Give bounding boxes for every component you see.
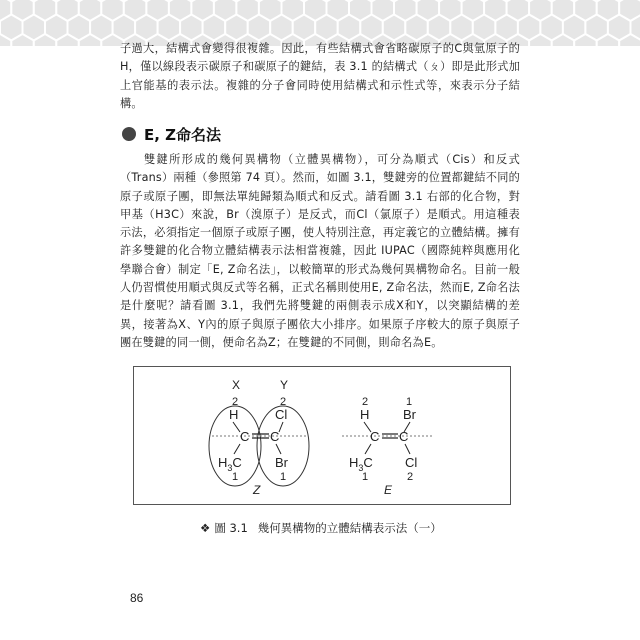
section-heading xyxy=(122,124,221,144)
figure-caption xyxy=(200,520,442,536)
atom-c-right: C xyxy=(270,429,280,444)
z-label: Z xyxy=(253,483,261,497)
group-x-label: X xyxy=(232,378,241,392)
bond-line xyxy=(276,444,281,454)
bond-line xyxy=(234,444,240,454)
diamond-bullet-icon: ❖ xyxy=(200,521,211,535)
atom-cl-top-right: Cl xyxy=(275,407,288,422)
atom-cl-bottom-right: Cl xyxy=(405,455,418,470)
e-isomer-structure xyxy=(342,396,434,497)
rank-top-left: 2 xyxy=(232,396,239,408)
paragraph-ez-naming: 雙鍵所形成的幾何異構物（立體異構物），可分為順式（Cis）和反式（Trans）兩種（參照第 74 頁）。然而，如圖 3.1，雙鍵旁的位置都鍵結不同的原子或原子團，即無法單純歸類為順式和反式。請看圖 3.1 右部的化合物，對甲基（H3C）來說，Br（溴原子）是反式，而Cl（氯原子）是順式。用這種表示法，必須指定一個原子或原子團，使人特別注意，再定義它的立體結構。擁有許多雙鍵的化合物立體結構表示法相當複雜，因此 IUPAC（國際純粹與應用化學聯合會）制定「E, Z命名法」，以較簡單的形式為幾何異構物命名。目前一般人仍習慣使用順式與反式等名稱，正式名稱則使用E, Z命名法，然而E, Z命名法是什麼呢？請看圖 3.1，我們先將雙鍵的兩側表示成X和Y，以突顯結構的差異，接著為X、Y內的原子與原子團依大小排序。如果原子序較大的原子與原子團在雙鍵的同一側，便命名為Z；在雙鍵的不同側，則命名為E。 xyxy=(120,153,520,349)
atom-br-bottom-right: Br xyxy=(275,455,288,470)
e-label: E xyxy=(384,483,393,497)
section-heading-text: E, Z命名法 xyxy=(144,125,222,144)
atom-c-left: C xyxy=(370,429,380,444)
rank-bottom-right: 1 xyxy=(280,471,287,483)
atom-h-top-left: H xyxy=(360,407,370,422)
figure-3-1 xyxy=(133,366,511,505)
figure-title: 幾何異構物的立體結構表示法（一） xyxy=(257,521,442,535)
page-number: 86 xyxy=(130,591,144,605)
atom-c-left: C xyxy=(240,429,250,444)
bond-line xyxy=(365,444,371,454)
rank-top-right: 1 xyxy=(406,396,413,408)
atom-methyl-bottom-left: $H_3C$ xyxy=(349,455,373,473)
atom-c-right: C xyxy=(399,429,409,444)
atom-methyl-bottom-left: $H_3C$ xyxy=(218,455,242,473)
bond-line xyxy=(233,422,240,432)
rank-bottom-left: 1 xyxy=(362,471,369,483)
group-y-label: Y xyxy=(280,378,289,392)
bond-line xyxy=(405,444,410,454)
figure-number: 圖 3.1 xyxy=(214,521,248,535)
rank-top-left: 2 xyxy=(362,396,369,408)
figure-structures xyxy=(134,367,510,504)
rank-bottom-left: 1 xyxy=(232,471,239,483)
paragraph-intro: 子過大，結構式會變得很複雜。因此，有些結構式會省略碳原子的C與氫原子的H，僅以線段表示碳原子和碳原子的鍵結，表 3.1 的結構式（ㄆ）即是此形式加上官能基的表示法。複雜的分子會同時使用結構式和示性式等，來表示分子結構。 xyxy=(120,42,520,110)
atom-h-top-left: H xyxy=(229,407,239,422)
rank-top-right: 2 xyxy=(280,396,287,408)
atom-br-top-right: Br xyxy=(403,407,416,422)
rank-bottom-right: 2 xyxy=(407,471,414,483)
bond-line xyxy=(279,422,283,432)
z-isomer-structure xyxy=(209,378,309,497)
heading-bullet-icon xyxy=(122,127,136,141)
